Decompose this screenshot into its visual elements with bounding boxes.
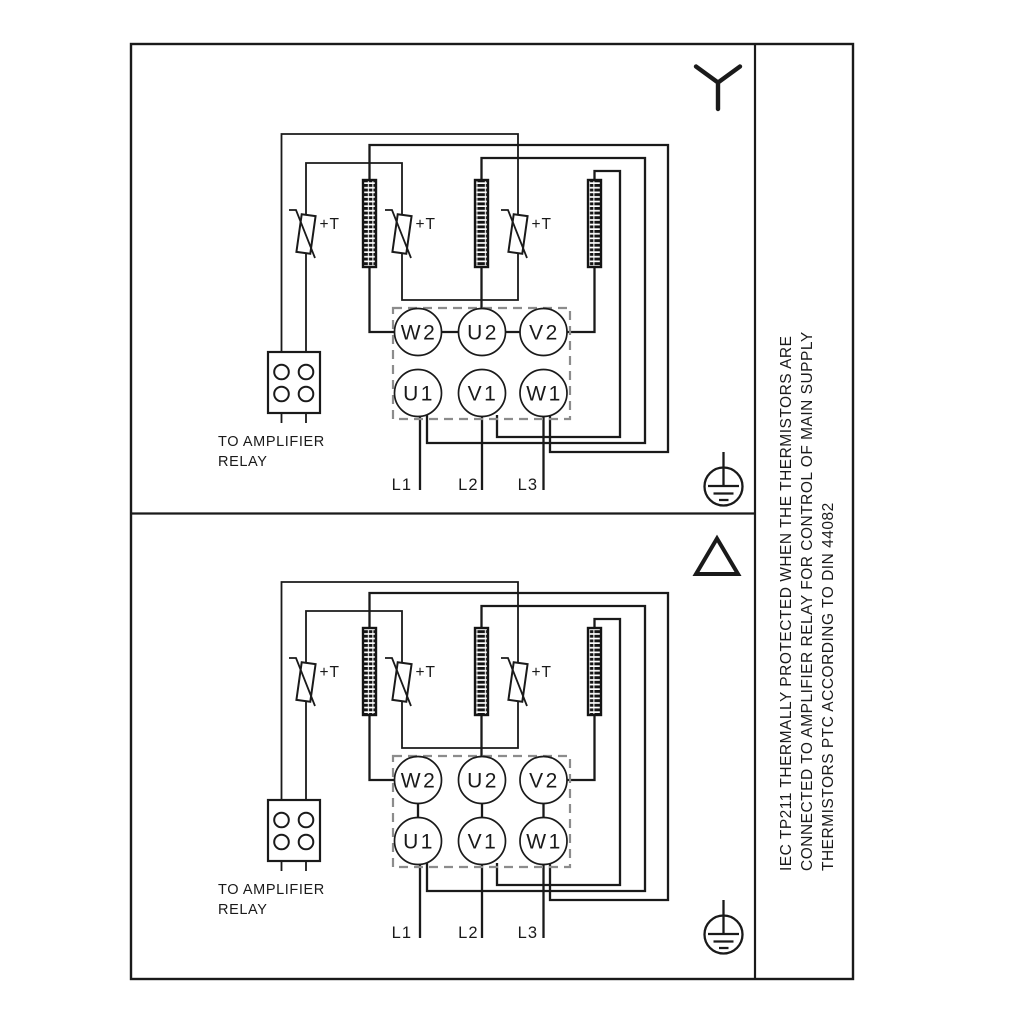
motor-winding-u <box>475 628 488 715</box>
terminal-u2-label: U2 <box>467 769 499 793</box>
motor-winding-w <box>363 180 376 267</box>
relay-contact <box>299 813 314 828</box>
relay-caption-line1: TO AMPLIFIER <box>218 434 325 450</box>
supply-line-l1-label: L1 <box>391 924 412 942</box>
relay-contact <box>299 365 314 380</box>
earth-ground-symbol <box>705 452 743 506</box>
relay-contact <box>274 835 289 850</box>
side-note-line2: CONNECTED TO AMPLIFIER RELAY FOR CONTROL OF MAIN SUPPLY <box>799 331 816 871</box>
relay-contact <box>274 813 289 828</box>
supply-line-l2-label: L2 <box>458 476 479 494</box>
delta-symbol <box>696 539 738 575</box>
terminal-w2-label: W2 <box>400 769 438 793</box>
relay-box <box>268 352 320 413</box>
motor-winding-w <box>363 628 376 715</box>
supply-line-l3-label: L3 <box>517 476 538 494</box>
terminal-w1-label: W1 <box>526 382 563 406</box>
terminal-u1-label: U1 <box>403 382 435 406</box>
star-panel <box>218 67 743 506</box>
thermistor-3 <box>501 210 552 258</box>
delta-panel <box>218 539 743 954</box>
supply-line-l3-label: L3 <box>517 924 538 942</box>
relay-contact <box>299 387 314 402</box>
side-note-line1: IEC TP211 THERMALLY PROTECTED WHEN THE THERMISTORS ARE <box>778 335 795 871</box>
supply-line-l1-label: L1 <box>391 476 412 494</box>
earth-ground-symbol <box>705 900 743 954</box>
relay-box <box>268 800 320 861</box>
terminal-board <box>393 308 570 419</box>
motor-winding-v <box>588 628 601 715</box>
thermistor-1 <box>289 658 340 706</box>
relay-caption-line1: TO AMPLIFIER <box>218 882 325 898</box>
relay-caption-line2: RELAY <box>218 902 268 918</box>
relay-contact <box>274 387 289 402</box>
terminal-w2-label: W2 <box>400 321 438 345</box>
star-symbol <box>696 67 740 110</box>
terminal-v2-label: V2 <box>529 769 560 793</box>
terminal-w1-label: W1 <box>526 830 563 854</box>
thermistor-2 <box>385 658 436 706</box>
thermistor-label: +T <box>319 664 341 681</box>
side-note <box>778 331 837 871</box>
amplifier-relay-connector <box>268 800 320 861</box>
thermistor-label: +T <box>531 664 553 681</box>
relay-caption-line2: RELAY <box>218 454 268 470</box>
thermistor-label: +T <box>531 216 553 233</box>
thermistor-1 <box>289 210 340 258</box>
amplifier-relay-connector <box>268 352 320 413</box>
thermistor-3 <box>501 658 552 706</box>
relay-contact <box>299 835 314 850</box>
thermistor-label: +T <box>415 216 437 233</box>
thermistor-label: +T <box>415 664 437 681</box>
terminal-u2-label: U2 <box>467 321 499 345</box>
terminal-v2-label: V2 <box>529 321 560 345</box>
thermistor-label: +T <box>319 216 341 233</box>
terminal-u1-label: U1 <box>403 830 435 854</box>
side-note-line3: THERMISTORS PTC ACCORDING TO DIN 44082 <box>820 502 837 871</box>
motor-winding-u <box>475 180 488 267</box>
relay-contact <box>274 365 289 380</box>
motor-winding-v <box>588 180 601 267</box>
terminal-v1-label: V1 <box>467 382 499 406</box>
supply-line-l2-label: L2 <box>458 924 479 942</box>
terminal-v1-label: V1 <box>467 830 499 854</box>
thermistor-2 <box>385 210 436 258</box>
